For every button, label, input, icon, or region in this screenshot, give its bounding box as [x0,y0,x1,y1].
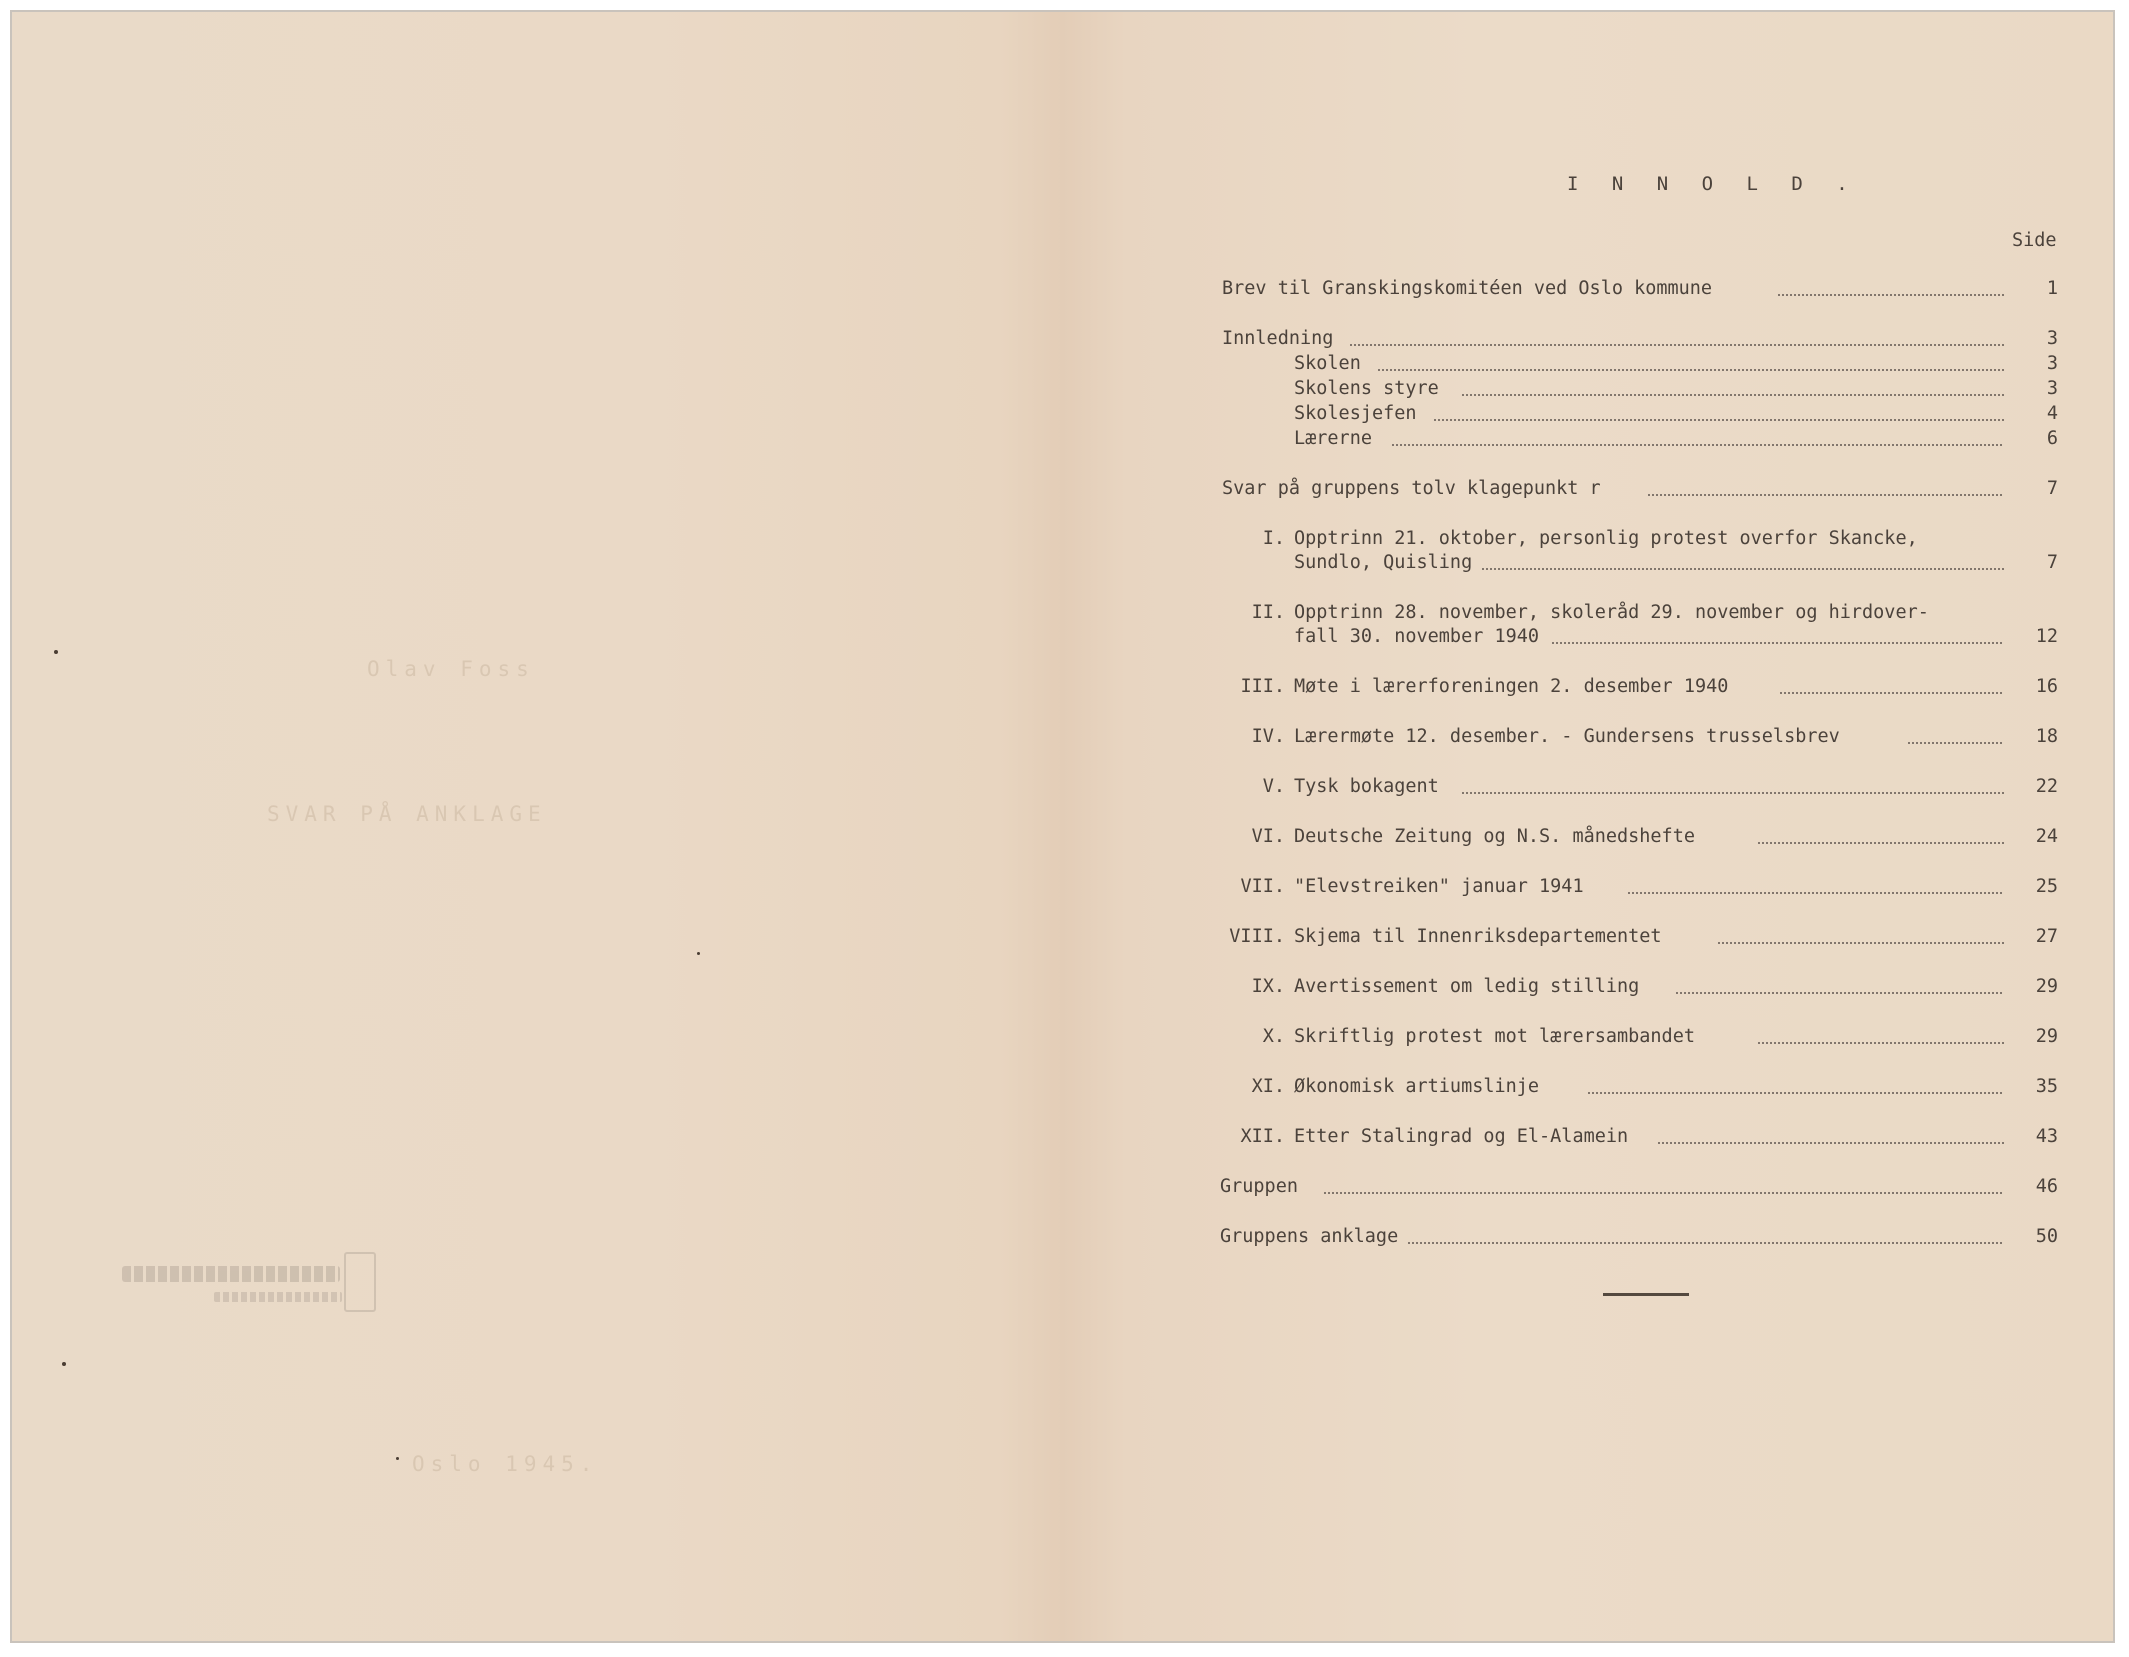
paper-speck [396,1457,399,1460]
toc-entry-page: 18 [2035,726,2058,747]
toc-entry [1062,352,2115,376]
closing-rule [1603,1293,1689,1296]
toc-entry-number: X. [1262,1026,1285,1047]
dot-leader [1676,992,2004,994]
stamp-wordmark [122,1266,340,1282]
dot-leader [1462,394,2004,396]
toc-entry-text: Skolens styre [1294,378,1439,399]
toc-entry-text: Skolen [1294,353,1361,374]
toc-entry [1062,477,2115,501]
document-spread [10,10,2115,1643]
right-page-contents [1062,12,2115,1641]
toc-entry-page: 12 [2035,626,2058,647]
dot-leader [1758,1042,2004,1044]
toc-entry-number: VI. [1251,826,1285,847]
toc-entry-page: 22 [2035,776,2058,797]
toc-entry [1062,975,2115,999]
toc-entry-number: V. [1262,776,1285,797]
toc-entry [1062,601,2115,651]
toc-entry-page: 7 [2046,478,2058,499]
dot-leader [1408,1242,2004,1244]
toc-entry [1062,1225,2115,1249]
toc-entry-number: III. [1240,676,1285,697]
toc-entry-text: Brev til Granskingskomitéen ved Oslo kommune [1222,278,1713,299]
toc-entry-page: 3 [2046,378,2058,399]
toc-entry [1062,1025,2115,1049]
toc-entry [1062,427,2115,451]
toc-entry-page: 24 [2035,826,2058,847]
toc-entry-page: 6 [2046,428,2058,449]
toc-entry [1062,277,2115,301]
toc-entry-text: Økonomisk artiumslinje [1294,1076,1540,1097]
dot-leader [1482,568,2004,570]
toc-entry-page: 4 [2046,403,2058,424]
toc-entry-page: 1 [2046,278,2058,299]
toc-entry [1062,1175,2115,1199]
toc-entry [1062,775,2115,799]
toc-entry-text: Svar på gruppens tolv klagepunkt r [1222,478,1601,499]
dot-leader [1718,942,2004,944]
toc-entry [1062,875,2115,899]
toc-entry-text: Skolesjefen [1294,403,1417,424]
toc-entry-text: Avertissement om ledig stilling [1294,976,1640,997]
toc-entry-text: Opptrinn 21. oktober, personlig protest overfor Skancke, [1294,528,1918,549]
dot-leader [1778,294,2004,296]
toc-entry [1062,725,2115,749]
toc-entry [1062,825,2115,849]
dot-leader [1392,444,2004,446]
toc-entry-number: II. [1251,602,1285,623]
stamp-subtext [214,1292,342,1302]
dot-leader [1462,792,2004,794]
toc-entry-number: XII. [1240,1126,1285,1147]
toc-entry-text: Etter Stalingrad og El-Alamein [1294,1126,1629,1147]
toc-entry-number: VIII. [1229,926,1285,947]
toc-entry-text: Tysk bokagent [1294,776,1439,797]
dot-leader [1758,842,2004,844]
dot-leader [1628,892,2004,894]
bleed-through-title: SVAR PÅ ANKLAGE [267,802,547,826]
toc-entry-text: Skriftlig protest mot lærersambandet [1294,1026,1695,1047]
toc-entry-text: Innledning [1222,328,1334,349]
dot-leader [1324,1192,2004,1194]
toc-entry-page: 3 [2046,353,2058,374]
toc-entry [1062,925,2115,949]
toc-entry-text: Opptrinn 28. november, skoleråd 29. november og hirdover- [1294,602,1929,623]
paper-speck [54,650,58,654]
toc-entry-text: Møte i lærerforeningen 2. desember 1940 [1294,676,1729,697]
toc-entry-number: IV. [1251,726,1285,747]
toc-entry-page: 29 [2035,976,2058,997]
left-page [12,12,1062,1641]
dot-leader [1658,1142,2004,1144]
toc-entry-page: 3 [2046,328,2058,349]
toc-entry-page: 50 [2035,1226,2058,1247]
toc-entry [1062,327,2115,351]
toc-entry-page: 25 [2035,876,2058,897]
bleed-through-author: Olav Foss [367,657,535,681]
toc-entry-page: 35 [2035,1076,2058,1097]
dot-leader [1552,642,2004,644]
toc-entry-text: "Elevstreiken" januar 1941 [1294,876,1584,897]
dot-leader [1908,742,2004,744]
dot-leader [1588,1092,2004,1094]
toc-entry-page: 29 [2035,1026,2058,1047]
toc-entry [1062,377,2115,401]
toc-entry-number: XI. [1251,1076,1285,1097]
dot-leader [1648,494,2004,496]
toc-entry-text: Gruppens anklage [1220,1226,1399,1247]
toc-entry-page: 16 [2035,676,2058,697]
dot-leader [1434,419,2004,421]
dot-leader [1780,692,2004,694]
toc-entry [1062,1125,2115,1149]
paper-speck [62,1362,66,1366]
toc-entry-page: 43 [2035,1126,2058,1147]
toc-entry-number: I. [1262,528,1285,549]
dot-leader [1378,369,2004,371]
toc-entry-text: Gruppen [1220,1176,1298,1197]
toc-entry [1062,1075,2115,1099]
toc-entry-page: 46 [2035,1176,2058,1197]
toc-entry [1062,402,2115,426]
stamp-seal-icon [344,1252,376,1312]
page-title: I N N O L D . [1567,173,1859,195]
toc-entry-text: Lærermøte 12. desember. - Gundersens trusselsbrev [1294,726,1840,747]
bleed-through-place-date: Oslo 1945. [412,1452,599,1476]
library-stamp [122,1252,382,1322]
toc-entry-text: Lærerne [1294,428,1372,449]
paper-speck [697,952,700,955]
toc-entry-text-continued: fall 30. november 1940 [1294,626,1540,647]
toc-entry-number: VII. [1240,876,1285,897]
toc-entry-text: Skjema til Innenriksdepartementet [1294,926,1662,947]
page-column-label: Side [2012,230,2057,251]
toc-entry-text-continued: Sundlo, Quisling [1294,552,1473,573]
toc-entry [1062,675,2115,699]
toc-entry-text: Deutsche Zeitung og N.S. månedshefte [1294,826,1695,847]
toc-entry-number: IX. [1251,976,1285,997]
toc-entry [1062,527,2115,577]
toc-entry-page: 7 [2046,552,2058,573]
dot-leader [1350,344,2004,346]
toc-entry-page: 27 [2035,926,2058,947]
